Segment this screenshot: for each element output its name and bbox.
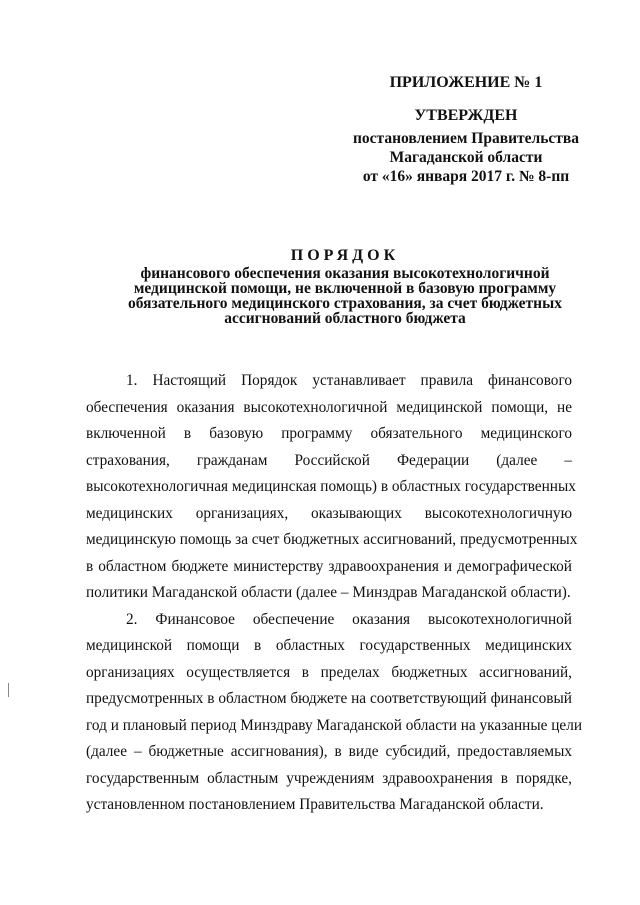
text-line: страхования, гражданам Российской Федерации (далее – bbox=[86, 451, 572, 469]
text-line: государственным областным учреждениям здравоохранения в порядке, bbox=[86, 769, 572, 787]
subtitle-line: финансового обеспечения оказания высокотехнологичной bbox=[140, 265, 550, 282]
text-line: включенной в базовую программу обязательного медицинского bbox=[86, 425, 572, 442]
text-line: политики Магаданской области (далее – Минздрав Магаданской области). bbox=[86, 584, 571, 601]
text-line: медицинской помощи в областных государственных медицинских bbox=[86, 637, 572, 654]
text-line: высокотехнологичная медицинская помощь) в областных государственных bbox=[86, 478, 576, 495]
approved-label: УТВЕРЖДЕН bbox=[414, 107, 518, 124]
appendix-label: ПРИЛОЖЕНИЕ № 1 bbox=[389, 74, 543, 91]
subtitle-line: ассигнований областного бюджета bbox=[224, 310, 466, 327]
text-line: 1. Настоящий Порядок устанавливает правила финансового bbox=[126, 372, 572, 389]
paragraph-2 bbox=[86, 607, 583, 819]
text-line: год и плановый период Минздраву Магаданской области на указанные цели bbox=[86, 716, 583, 734]
scan-margin-mark bbox=[8, 683, 9, 697]
approval-block bbox=[330, 73, 602, 186]
text-line: в областном бюджете министерству здравоохранения и демографической bbox=[86, 557, 572, 575]
approval-line: Магаданской области bbox=[389, 149, 543, 166]
text-line: 2. Финансовое обеспечение оказания высокотехнологичной bbox=[126, 610, 572, 628]
title-block bbox=[60, 246, 630, 326]
text-line: медицинских организациях, оказывающих высокотехнологичную bbox=[86, 504, 572, 522]
text-line: организациях осуществляется в пределах бюджетных ассигнований, bbox=[86, 663, 572, 681]
approval-line: постановлением Правительства bbox=[352, 130, 580, 147]
text-line: предусмотренных в областном бюджете на соответствующий финансовый bbox=[86, 690, 572, 707]
document-title: ПОРЯДОК bbox=[290, 247, 400, 264]
paragraph-1 bbox=[86, 368, 578, 607]
approval-line: от «16» января 2017 г. № 8-пп bbox=[362, 168, 570, 185]
text-line: (далее – бюджетные ассигнования), в виде субсидий, предоставляемых bbox=[86, 743, 572, 760]
document-body bbox=[86, 368, 583, 819]
text-line: установленном постановлением Правительства Магаданской области. bbox=[86, 796, 544, 813]
subtitle-line: обязательного медицинского страхования, за счет бюджетных bbox=[128, 295, 562, 312]
text-line: медицинскую помощь за счет бюджетных ассигнований, предусмотренных bbox=[86, 531, 578, 548]
text-line: обеспечения оказания высокотехнологичной медицинской помощи, не bbox=[86, 398, 572, 416]
subtitle-line: медицинской помощи, не включенной в базовую программу bbox=[133, 280, 557, 297]
